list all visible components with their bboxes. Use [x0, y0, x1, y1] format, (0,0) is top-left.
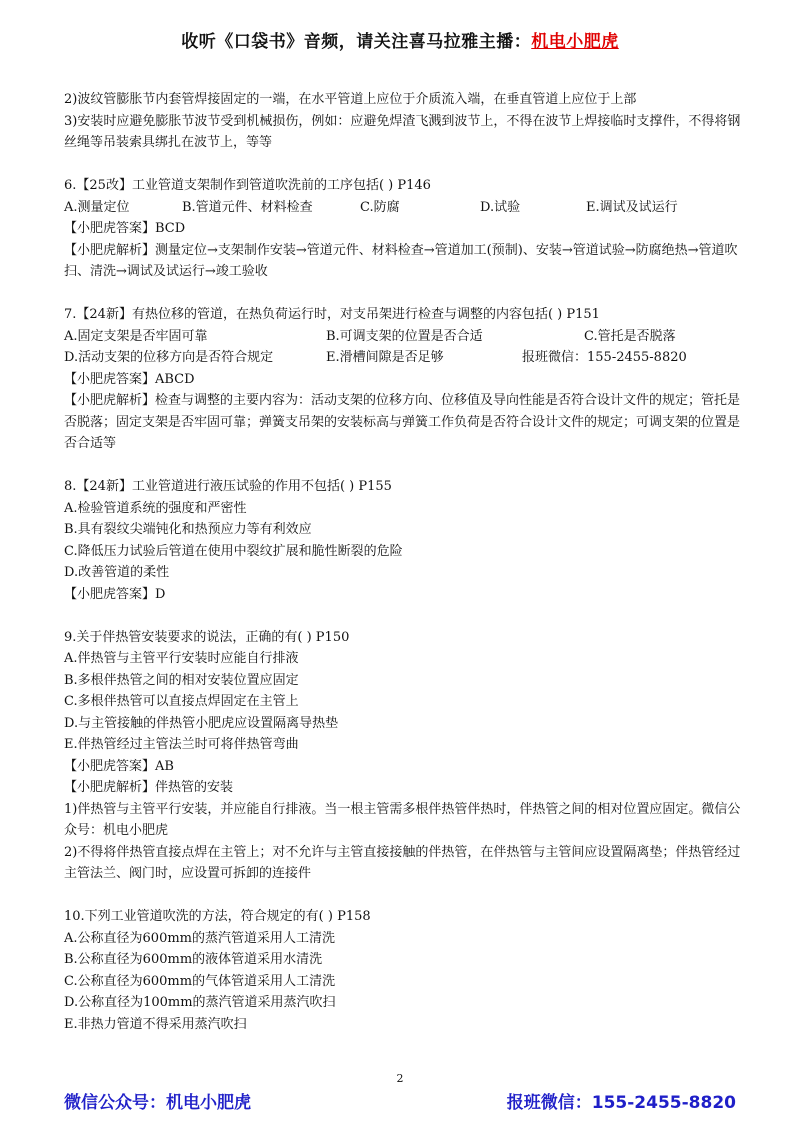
analysis: 【小肥虎解析】检查与调整的主要内容为：活动支架的位移方向、位移值及导向性能是否符合设计文件的规定；管托是否脱落；固定支架是否牢固可靠；弹簧支吊架的安装标高与弹簧工作负荷是否符合设计文件的规定；可调支架的位置是否合适等: [64, 393, 741, 451]
option-b: B.公称直径为600mm的液体管道采用水清洗: [64, 952, 323, 967]
header-prefix: 收听《口袋书》音频，请关注喜马拉雅主播：: [181, 32, 532, 52]
option-a: A.检验管道系统的强度和严密性: [64, 500, 247, 516]
analysis: 【小肥虎解析】测量定位→支架制作安装→管道元件、材料检查→管道加工(预制)、安装→管道试验→防腐绝热→管道吹扫、清洗→调试及试运行→竣工验收: [64, 242, 738, 279]
intro-paragraph-3: 3)安装时应避免膨胀节波节受到机械损伤，例如：应避免焊渣飞溅到波节上，不得在波节上焊接临时支撑件，不得将钢丝绳等吊装索具绑扎在波节上，等等: [64, 113, 741, 150]
option-a: A.公称直径为600mm的蒸汽管道采用人工清洗: [64, 930, 335, 946]
question-7: [64, 304, 744, 455]
inline-contact-note: 报班微信：155-2455-8820: [522, 350, 687, 365]
option-e: E.滑槽间隙是否足够: [326, 350, 444, 365]
answer: 【小肥虎答案】BCD: [64, 221, 186, 236]
document-body: [64, 89, 744, 1035]
header-accent-name: 机电小肥虎: [531, 32, 619, 52]
analysis-point-1: 1)伴热管与主管平行安装，并应能自行排液。当一根主管需多根伴热管伴热时，伴热管之间的相对位置应固定。微信公众号：机电小肥虎: [64, 801, 741, 838]
question-stem: 10.下列工业管道吹洗的方法，符合规定的有( ) P158: [64, 909, 371, 924]
option-c: C.防腐: [360, 199, 400, 215]
option-c: C.公称直径为600mm的气体管道采用人工清洗: [64, 973, 336, 989]
analysis: 【小肥虎解析】伴热管的安装: [64, 780, 234, 795]
option-e: E.调试及试运行: [586, 199, 678, 215]
option-e: E.伴热管经过主管法兰时可将伴热管弯曲: [64, 737, 299, 752]
question-6: [64, 175, 744, 283]
page-header: [0, 27, 800, 52]
option-c: C.多根伴热管可以直接点焊固定在主管上: [64, 694, 299, 709]
question-9: [64, 627, 744, 885]
option-c: C.管托是否脱落: [584, 328, 676, 344]
analysis-point-2: 2)不得将伴热管直接点焊在主管上；对不允许与主管直接接触的伴热管，在伴热管与主管间应设置隔离垫；伴热管经过主管法兰、阀门时，应设置可拆卸的连接件: [64, 844, 741, 881]
option-a: A.测量定位: [64, 199, 130, 215]
question-stem: 6.【25改】工业管道支架制作到管道吹洗前的工序包括( ) P146: [64, 178, 431, 193]
footer-wechat-account: 微信公众号：机电小肥虎: [64, 1093, 251, 1113]
option-a: A.伴热管与主管平行安装时应能自行排液: [64, 651, 299, 666]
option-b: B.可调支架的位置是否合适: [326, 328, 483, 344]
option-d: D.公称直径为100mm的蒸汽管道采用蒸汽吹扫: [64, 995, 336, 1010]
option-row-2: [64, 347, 744, 369]
question-8: [64, 476, 744, 605]
question-stem: 9.关于伴热管安装要求的说法，正确的有( ) P150: [64, 629, 350, 645]
option-b: B.管道元件、材料检查: [182, 199, 313, 215]
question-10: [64, 906, 744, 1035]
question-stem: 8.【24新】工业管道进行液压试验的作用不包括( ) P155: [64, 479, 392, 494]
intro-paragraph-2: 2)波纹管膨胀节内套管焊接固定的一端，在水平管道上应位于介质流入端，在垂直管道上应位于上部: [64, 92, 637, 107]
option-d: D.活动支架的位移方向是否符合规定: [64, 350, 274, 365]
option-c: C.降低压力试验后管道在使用中裂纹扩展和脆性断裂的危险: [64, 543, 403, 559]
option-b: B.多根伴热管之间的相对安装位置应固定: [64, 672, 299, 688]
footer-contact: 报班微信：155-2455-8820: [506, 1093, 736, 1113]
option-b: B.具有裂纹尖端钝化和热预应力等有利效应: [64, 522, 312, 537]
option-d: D.与主管接触的伴热管小肥虎应设置隔离导热垫: [64, 715, 339, 731]
answer: 【小肥虎答案】D: [64, 586, 166, 602]
page-number: 2: [396, 1072, 404, 1085]
answer: 【小肥虎答案】ABCD: [64, 371, 195, 387]
option-row-1: [64, 326, 744, 348]
option-d: D.改善管道的柔性: [64, 565, 170, 580]
option-d: D.试验: [480, 199, 521, 215]
answer: 【小肥虎答案】AB: [64, 758, 174, 774]
question-stem: 7.【24新】有热位移的管道，在热负荷运行时，对支吊架进行检查与调整的内容包括( ) P151: [64, 307, 600, 322]
option-a: A.固定支架是否牢固可靠: [64, 328, 208, 344]
option-row: [64, 197, 744, 219]
option-e: E.非热力管道不得采用蒸汽吹扫: [64, 1016, 247, 1032]
